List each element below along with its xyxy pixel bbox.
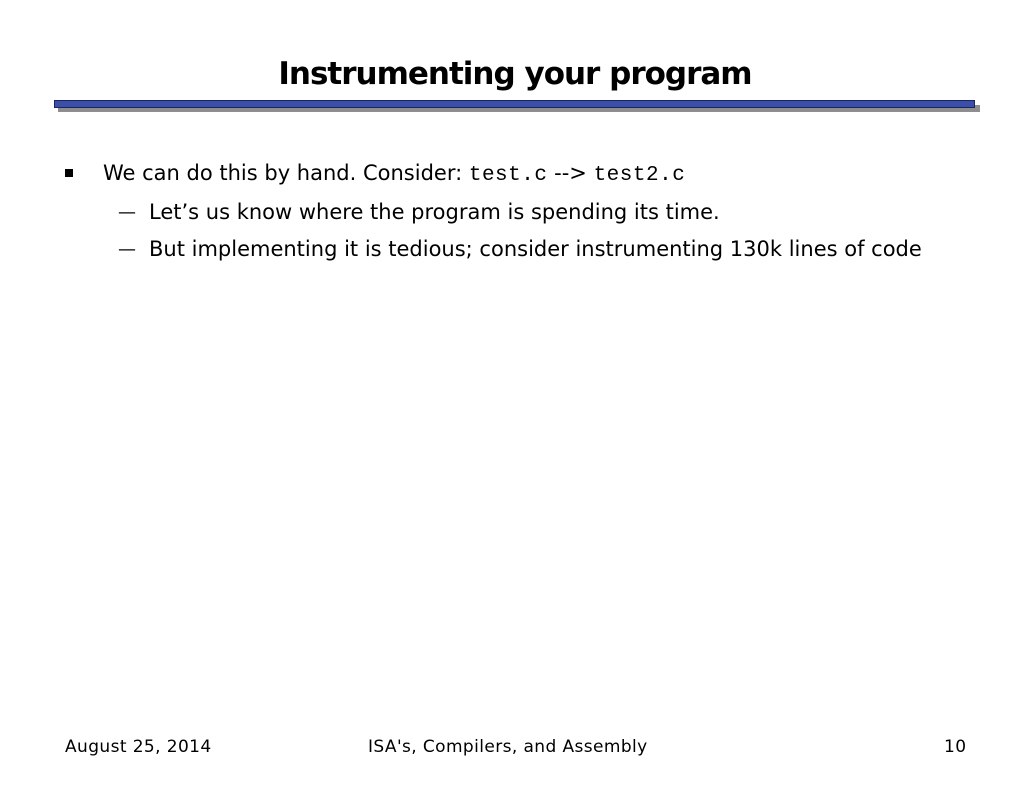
footer-date: August 25, 2014 <box>65 737 212 757</box>
slide-title: Instrumenting your program <box>278 56 752 92</box>
square-bullet-icon <box>65 169 73 177</box>
slide-footer <box>0 734 1024 762</box>
code-target-file: test2.c <box>593 164 686 187</box>
dash-bullet-icon: — <box>118 202 136 223</box>
dash-bullet-icon: — <box>118 239 136 260</box>
sub-bullet-text: But implementing it is tedious; consider instrumenting 130k lines of code <box>149 237 922 261</box>
bullet-text <box>103 156 685 193</box>
code-source-file: test.c <box>468 164 548 187</box>
bullet-text-prefix: We can do this by hand. Consider: <box>103 161 469 185</box>
arrow-text: --> <box>547 161 594 185</box>
sub-bullet-text: Let’s us know where the program is spending its time. <box>149 200 720 224</box>
page-number: 10 <box>944 737 967 757</box>
footer-title: ISA's, Compilers, and Assembly <box>368 737 648 757</box>
